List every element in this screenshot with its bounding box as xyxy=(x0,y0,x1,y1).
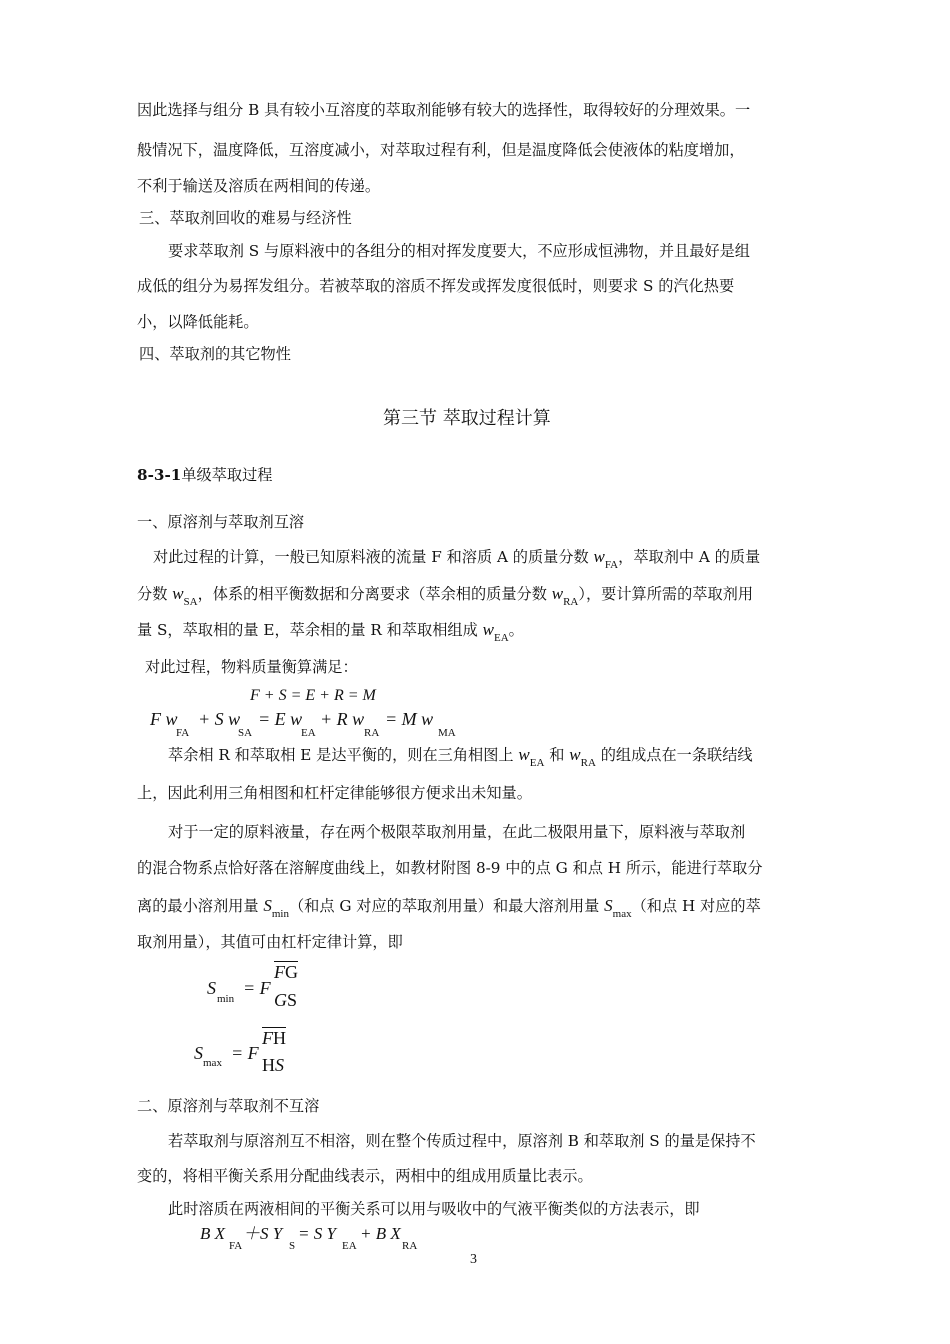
formula-lhs: S xyxy=(207,978,216,998)
symbol-wRA: $w_{RA}$ xyxy=(551,584,579,608)
eq-sub: FA xyxy=(176,727,190,739)
part-title: 一、原溶剂与萃取剂互溶 xyxy=(137,513,305,531)
formula-eq: = F xyxy=(243,978,271,998)
eq-term: ＋S Y xyxy=(243,1224,283,1243)
eq-term: = E w xyxy=(258,709,303,729)
page-number: 3 xyxy=(470,1252,477,1267)
text-line xyxy=(153,547,761,571)
text-line: 对此过程，物料质量衡算满足： xyxy=(145,658,358,676)
symbol-Smax: $S_{max}$ xyxy=(604,896,632,920)
text-span: 对此过程的计算，一般已知原料液的流量 F 和溶质 A 的质量分数 xyxy=(153,548,589,566)
text-line xyxy=(137,584,754,608)
text-span: ），要计算所需的萃取剂用 xyxy=(578,585,754,603)
text-line: 因此选择与组分 B 具有较小互溶度的萃取剂能够有较大的选择性，取得较好的分理效果。一 xyxy=(137,101,751,119)
symbol-wRA: $w_{RA}$ xyxy=(569,745,596,769)
symbol-Smin: $S_{min}$ xyxy=(263,896,289,920)
text-line xyxy=(137,620,524,644)
formula-denominator: HS xyxy=(262,1055,284,1075)
text-line: 对于一定的原料液量，存在两个极限萃取剂用量，在此二极限用量下，原料液与萃取剂 xyxy=(168,823,746,841)
formula-lhs: S xyxy=(194,1043,203,1063)
eq-sub: SA xyxy=(238,727,253,739)
symbol-wEA: $w_{EA}$ xyxy=(482,620,509,644)
text-line: 不利于输送及溶质在两相间的传递。 xyxy=(137,177,380,195)
eq-sub: RA xyxy=(402,1240,418,1252)
text-span: 离的最小溶剂用量 xyxy=(137,897,259,915)
formula-sub: min xyxy=(217,993,235,1005)
text-line: 变的，将相平衡关系用分配曲线表示，两相中的组成用质量比表示。 xyxy=(137,1167,593,1185)
section-title: 四、萃取剂的其它物性 xyxy=(139,345,291,363)
eq-term: = M w xyxy=(385,709,434,729)
text-span: ，萃取剂中 A 的质量 xyxy=(618,548,761,566)
formula-denominator: GS xyxy=(274,990,298,1010)
text-line: 若萃取剂与原溶剂互不相溶，则在整个传质过程中，原溶剂 B 和萃取剂 S 的量是保持不 xyxy=(168,1132,756,1150)
formula-numerator: FG xyxy=(274,962,298,982)
subsection-number: 8-3-1 xyxy=(137,466,182,484)
text-line: 取剂用量），其值可由杠杆定律计算，即 xyxy=(137,933,403,951)
text-line: 小，以降低能耗。 xyxy=(137,313,259,331)
text-span: 量 S，萃取相的量 E，萃余相的量 R 和萃取相组成 xyxy=(137,621,478,639)
eq-term: + R w xyxy=(320,709,365,729)
section-title: 三、萃取剂回收的难易与经济性 xyxy=(139,209,352,227)
text-line: 成低的组分为易挥发组分。若被萃取的溶质不挥发或挥发度很低时，则要求 S 的汽化热要 xyxy=(137,277,735,295)
text-line: 要求萃取剂 S 与原料液中的各组分的相对挥发度要大，不应形成恒沸物，并且最好是组 xyxy=(168,242,750,260)
eq-term: + B X xyxy=(360,1224,401,1243)
text-span: 和 xyxy=(549,746,565,764)
equation-total-balance: F + S = E + R = M xyxy=(250,687,376,704)
eq-term: = S Y xyxy=(298,1224,336,1243)
text-span: ，体系的相平衡数据和分离要求（萃余相的质量分数 xyxy=(197,585,547,603)
eq-sub: S xyxy=(289,1240,296,1252)
text-line xyxy=(168,745,753,769)
eq-term: B X xyxy=(200,1224,226,1243)
part-title: 二、原溶剂与萃取剂不互溶 xyxy=(137,1097,320,1115)
subsection-title: 单级萃取过程 xyxy=(181,466,273,484)
formula-sub: max xyxy=(203,1057,222,1069)
text-span: 萃余相 R 和萃取相 E 是达平衡的，则在三角相图上 xyxy=(168,746,514,764)
eq-sub: MA xyxy=(438,727,456,739)
text-line: 的混合物系点恰好落在溶解度曲线上，如教材附图 8-9 中的点 G 和点 H 所示，能进行萃取分 xyxy=(137,859,763,877)
eq-sub: RA xyxy=(364,727,380,739)
formula-numerator: FH xyxy=(262,1028,286,1048)
text-line xyxy=(137,896,761,920)
formula-eq: = F xyxy=(231,1043,259,1063)
eq-term: + S w xyxy=(198,709,241,729)
eq-sub: EA xyxy=(342,1240,357,1252)
text-span: （和点 G 对应的萃取剂用量）和最大溶剂用量 xyxy=(288,897,600,915)
symbol-wSA: $w_{SA}$ xyxy=(172,584,198,608)
text-line: 上，因此利用三角相图和杠杆定律能够很方便求出未知量。 xyxy=(137,784,532,802)
text-span: 分数 xyxy=(137,585,168,603)
symbol-wEA: $w_{EA}$ xyxy=(518,745,545,769)
text-span: 。 xyxy=(508,621,524,639)
chapter-heading: 第三节 萃取过程计算 xyxy=(383,408,551,429)
text-line: 般情况下，温度降低，互溶度减小，对萃取过程有利，但是温度降低会使液体的粘度增加， xyxy=(137,141,745,159)
eq-sub: FA xyxy=(229,1240,243,1252)
eq-term: F w xyxy=(150,709,178,729)
subsection-heading xyxy=(137,465,272,485)
text-span: 的组成点在一条联结线 xyxy=(600,746,753,764)
text-span: （和点 H 对应的萃 xyxy=(631,897,761,915)
eq-sub: EA xyxy=(301,727,316,739)
symbol-wFA: $w_{FA}$ xyxy=(593,547,619,571)
text-line: 此时溶质在两液相间的平衡关系可以用与吸收中的气液平衡类似的方法表示，即 xyxy=(168,1200,700,1218)
